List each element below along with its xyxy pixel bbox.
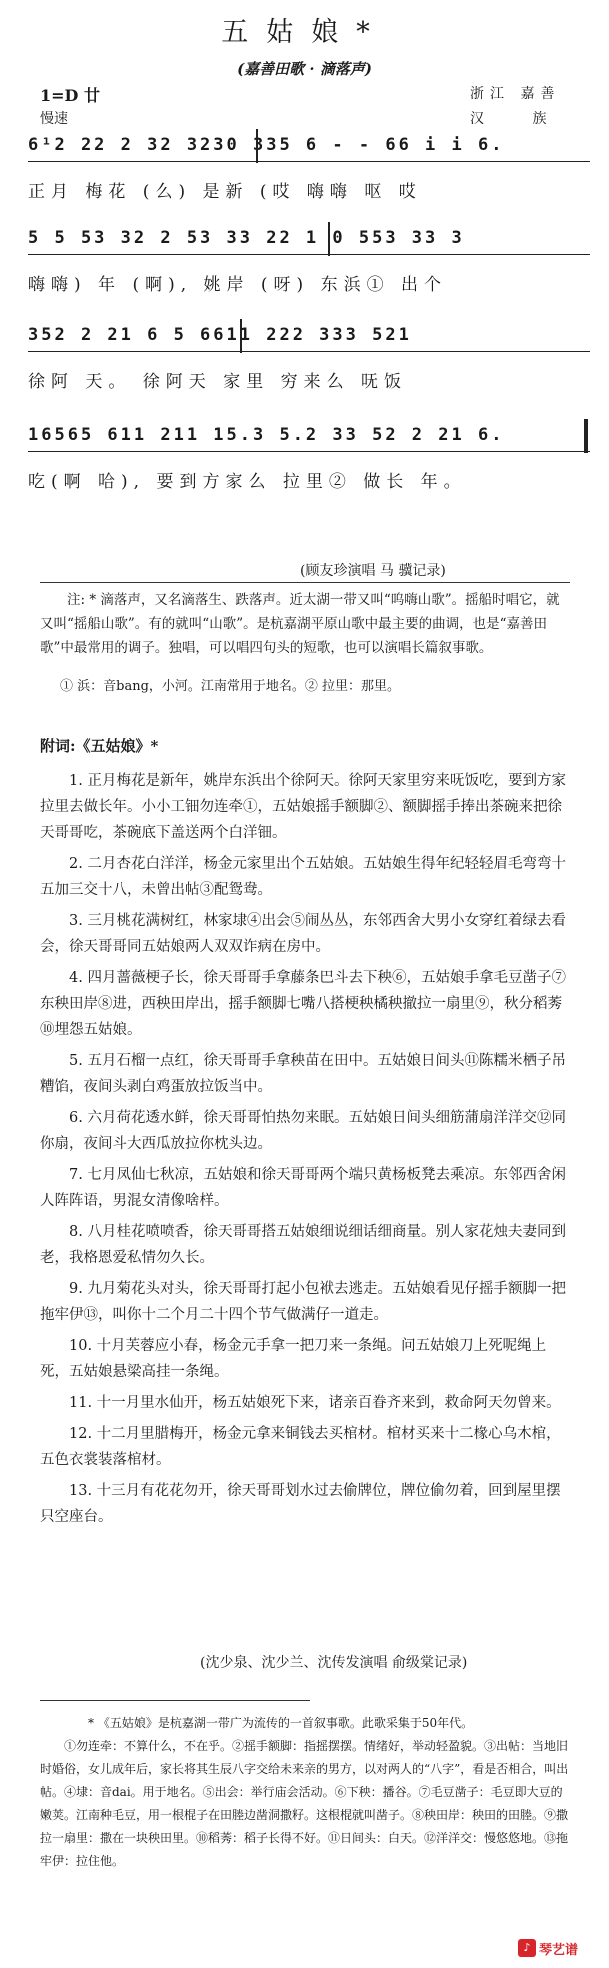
verse: 6. 六月荷花透水鲜，徐天哥哥怕热勿来眠。五姑娘日间头细筋蒲扇洋洋交⑫同你扇，夜间斗大西瓜放拉你枕头边。 <box>40 1110 566 1152</box>
final-barline <box>584 419 588 453</box>
verse: 9. 九月菊花头对头，徐天哥哥打起小包袱去逃走。五姑娘看见仔摇手额脚一把拖牢伊⑬，叫你十二个月二十四个节气做满仔一道走。 <box>40 1281 566 1323</box>
music-note-icon: ♪ <box>518 1939 536 1957</box>
verse: 10. 十月芙蓉应小春，杨金元手拿一把刀来一条绳。问五姑娘刀上死呢绳上死，五姑娘悬梁高挂一条绳。 <box>40 1338 547 1380</box>
verse: 1. 正月梅花是新年，姚岸东浜出个徐阿天。徐阿天家里穷来呒饭吃，要到方家拉里去做长年。小小工钿勿连牵①，五姑娘摇手额脚②、额脚摇手捧出茶碗来把徐天哥哥吃，茶碗底下盖送两个白洋钿。 <box>40 773 566 841</box>
score-notes: 5 5 53 32 2 53 33 22 1 0 553 33 3 <box>28 228 590 248</box>
barline <box>256 129 258 163</box>
score-line-1 <box>28 135 590 215</box>
site-logo <box>518 1936 604 1960</box>
score-credit: (顾友珍演唱 马 骥记录) <box>300 563 446 579</box>
verse: 8. 八月桂花喷喷香，徐天哥哥搭五姑娘细说细话细商量。别人家花烛夫妻同到老，我格恩爱私情勿久长。 <box>40 1224 566 1266</box>
verse: 12. 十二月里腊梅开，杨金元拿来铜钱去买棺材。棺材买来十二椽心乌木棺，五色衣裳装落棺材。 <box>40 1426 561 1468</box>
verse: 7. 七月凤仙七秋凉，五姑娘和徐天哥哥两个端只黄杨板凳去乘凉。东邻西舍闲人阵阵语，男混女清像啥样。 <box>40 1167 566 1209</box>
key-signature: 1=D 廿 <box>40 86 100 105</box>
lyrics-heading: 附词:《五姑娘》* <box>40 737 159 755</box>
verse: 2. 二月杏花白洋洋，杨金元家里出个五姑娘。五姑娘生得年纪轻轻眉毛弯弯十五加三交十八，未曾出帖③配鸳鸯。 <box>40 856 566 898</box>
tempo-marking: 慢速 <box>40 111 68 127</box>
score-line-3 <box>28 325 590 405</box>
barline <box>240 319 242 353</box>
song-subtitle: (嘉善田歌 · 滴落声) <box>237 60 372 78</box>
score-notes: 16565 611 211 15.3 5.2 33 52 2 21 6. <box>28 425 590 445</box>
score-notes: 352 2 21 6 5 6611 222 333 521 <box>28 325 590 345</box>
footnote-lead: * 《五姑娘》是杭嘉湖一带广为流传的一首叙事歌。此歌采集于50年代。 <box>88 1716 474 1730</box>
footnote-list: ①勿连牵：不算什么，不在乎。②摇手额脚：指摇摆摆。情绪好，举动轻盈貌。③出帖：当地旧时婚俗，女儿成年后，家长将其生辰八字交给未来亲的男方，以对两人的“八字”，看是否相合，叫出帖。④埭：音dai。用于地名。⑤出会：举行庙会活动。⑥下秧：播谷。⑦毛豆凿子：毛豆即大豆的嫩荚。江南种毛豆，用一根棍子在田塍边凿洞撒籽。这根棍就叫凿子。⑧秧田岸：秧田的田塍。⑨撒拉一扇里：撒在一块秧田里。⑩稻莠：稻子长得不好。⑪日间头：白天。⑫洋洋交：慢悠悠地。⑬拖牢伊：拉住他。 <box>40 1739 569 1868</box>
verse-list <box>40 768 570 1535</box>
verse: 3. 三月桃花满树红，林家埭④出会⑤闹丛丛，东邻西舍大男小女穿红着绿去看会，徐天哥哥同五姑娘两人双双诈病在房中。 <box>40 913 566 955</box>
score-lyrics: 正月 梅花 (么) 是新 (哎 嗨嗨 呕 哎 <box>28 182 422 202</box>
score-notes: 6¹2 22 2 32 3230 335 6 - - 66 i i 6. <box>28 135 590 155</box>
verse: 11. 十一月里水仙开，杨五姑娘死下来，诸亲百眷齐来到，救命阿天勿曾来。 <box>69 1395 561 1411</box>
footnote-divider <box>40 1700 310 1701</box>
annotation-note <box>40 588 570 660</box>
verse: 5. 五月石榴一点红，徐天哥哥手拿秧苗在田中。五姑娘日间头⑪陈糯米栖子吊糟馅，夜间头剥白鸡蛋放拉饭当中。 <box>40 1053 566 1095</box>
score-line-4 <box>28 425 590 505</box>
divider <box>40 582 570 583</box>
verse: 13. 十三月有花花勿开，徐天哥哥划水过去偷牌位，牌位偷勿着，回到屋里摆只空座台。 <box>40 1483 561 1525</box>
song-ethnicity: 汉 族 <box>470 111 569 127</box>
lyrics-credit: (沈少泉、沈少兰、沈传发演唱 俞级棠记录) <box>200 1655 468 1671</box>
footnotes <box>40 1712 570 1873</box>
score-line-2 <box>28 228 590 308</box>
song-title: 五姑娘* <box>221 17 388 48</box>
score-lyrics: 嗨嗨) 年 (啊), 姚岸 (呀) 东浜① 出个 <box>28 275 447 295</box>
barline <box>328 222 330 256</box>
verse: 4. 四月蔷薇梗子长，徐天哥哥手拿藤条巴斗去下秧⑥，五姑娘手拿毛豆凿子⑦东秧田岸⑧进，西秧田岸出，摇手额脚七嘴八搭梗秧橘秧撤拉一扇里⑨，秋分稻莠⑩埋怨五姑娘。 <box>40 970 566 1038</box>
score-lyrics: 徐阿 天。 徐阿天 家里 穷来么 呒饭 <box>28 372 408 392</box>
logo-text: 琴艺谱 <box>539 1942 579 1958</box>
song-region: 浙江 嘉善 <box>470 86 561 102</box>
score-lyrics: 吃(啊 哈), 要到方家么 拉里② 做长 年。 <box>28 472 467 492</box>
annotation-footnote: ① 浜：音bang，小河。江南常用于地名。② 拉里：那里。 <box>60 679 401 694</box>
note-text: 注: * 滴落声，又名滴落生、跌落声。近太湖一带又叫“呜嗨山歌”。摇船时唱它，就又叫“摇船山歌”。有的就叫“山歌”。是杭嘉湖平原山歌中最主要的曲调，也是“嘉善田歌”中最常用的调子。独唱，可以唱四句头的短歌，也可以演唱长篇叙事歌。 <box>40 592 560 656</box>
